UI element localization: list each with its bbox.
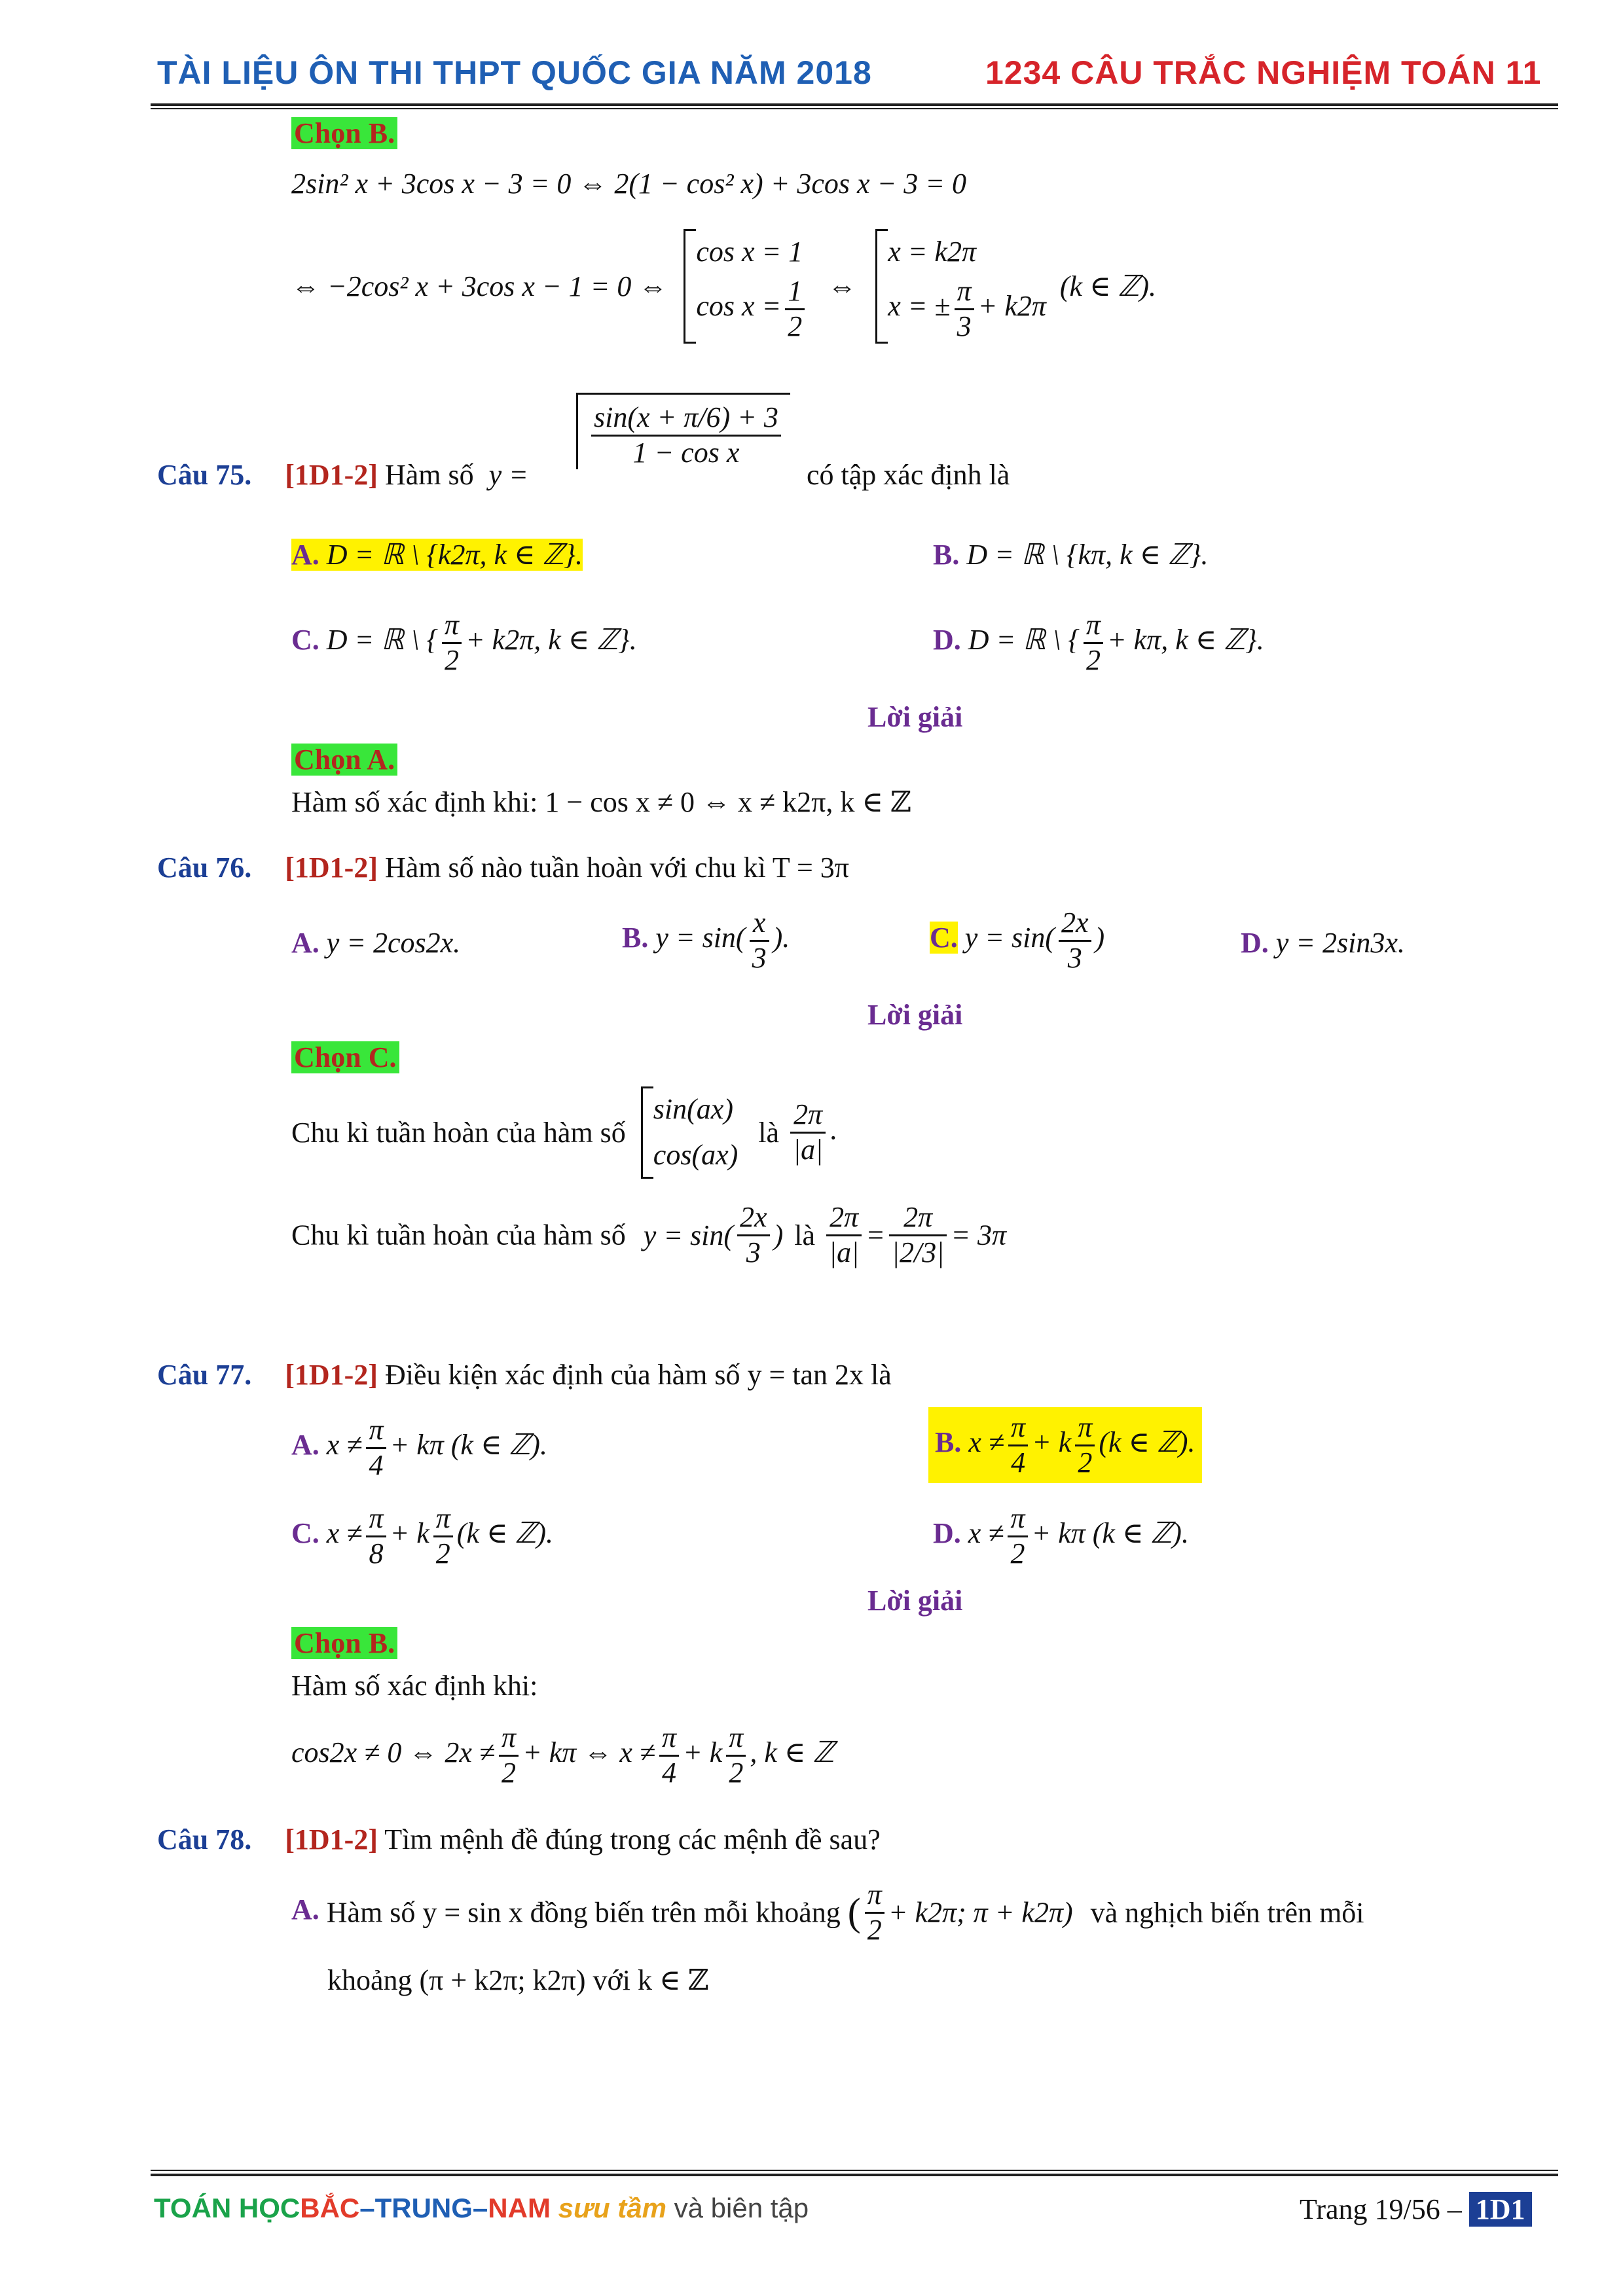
chon-c-76: Chọn C. bbox=[291, 1041, 399, 1074]
chon-b-74: Chọn B. bbox=[291, 117, 397, 150]
q75-option-c[interactable]: C. D = ℝ \ { $\frac{\pi}{2}$ + k2π, k ∈ ℤ}. bbox=[291, 609, 637, 676]
header-left-title: TÀI LIỆU ÔN THI THPT QUỐC GIA NĂM 2018 bbox=[157, 54, 872, 91]
q76-option-d[interactable]: D. y = 2sin3x. bbox=[1241, 927, 1405, 959]
q76-option-c[interactable]: C. y = sin( $\frac{2x}{3}$ ) bbox=[930, 906, 1105, 974]
q77-loigiai: Lời giải bbox=[867, 1585, 963, 1617]
q76-solution-2: Chu kì tuần hoàn của hàm số y = sin( $\frac{2x}{3}$ ) là $\frac{2\pi}{|a|}$ = $\frac{2\pi}{|2/3|}$ = 3π bbox=[291, 1201, 1007, 1268]
footer-rule bbox=[151, 2174, 1558, 2176]
q76-solution-1: Chu kì tuần hoàn của hàm số sin(ax) cos(ax) là $\frac{2\pi}{|a|}$ . bbox=[291, 1086, 837, 1185]
chapter-code: 1D1 bbox=[1469, 2192, 1532, 2227]
q75-option-b[interactable]: B. D = ℝ \ {kπ, k ∈ ℤ}. bbox=[933, 539, 1209, 571]
q75-option-d[interactable]: D. D = ℝ \ { $\frac{\pi}{2}$ + kπ, k ∈ ℤ}. bbox=[933, 609, 1264, 676]
case-bracket-2: x = k2π x = ± $\frac{\pi}{3}$ + k2π bbox=[875, 229, 1046, 344]
question-77: Câu 77. [1D1-2] Điều kiện xác định của hàm số y = tan 2x là bbox=[157, 1359, 892, 1391]
q75-loigiai: Lời giải bbox=[867, 701, 963, 733]
header-rule bbox=[151, 103, 1558, 106]
q78-option-a-line1[interactable]: A. Hàm số y = sin x đồng biến trên mỗi khoảng ( $\frac{\pi}{2}$ + k2π; π + k2π) và nghịch biến trên mỗi bbox=[291, 1878, 1364, 1946]
q76-option-b[interactable]: B. y = sin( $\frac{x}{3}$ ). bbox=[622, 906, 790, 974]
chon-b-77: Chọn B. bbox=[291, 1626, 397, 1660]
footer-brand: TOÁN HỌCBẮC–TRUNG–NAM sưu tầm và biên tập bbox=[154, 2193, 809, 2223]
q75-solution: Hàm số xác định khi: 1 − cos x ≠ 0 ⇔ x ≠ k2π, k ∈ ℤ bbox=[291, 786, 912, 818]
header-rule-thin bbox=[151, 108, 1558, 109]
sol74-line1: 2sin² x + 3cos x − 3 = 0 ⇔ 2(1 − cos² x) + 3cos x − 3 = 0 bbox=[291, 168, 966, 200]
q77-option-d[interactable]: D. x ≠ $\frac{\pi}{2}$ + kπ (k ∈ ℤ). bbox=[933, 1502, 1189, 1570]
header-right-title: 1234 CÂU TRẮC NGHIỆM TOÁN 11 bbox=[985, 54, 1542, 91]
q75-option-a[interactable]: A. D = ℝ \ {k2π, k ∈ ℤ}. bbox=[291, 539, 583, 571]
q77-option-c[interactable]: C. x ≠ $\frac{\pi}{8}$ + k $\frac{\pi}{2}$ (k ∈ ℤ). bbox=[291, 1502, 553, 1570]
q77-option-b[interactable]: B. x ≠ $\frac{\pi}{4}$ + k $\frac{\pi}{2}$ (k ∈ ℤ). bbox=[928, 1407, 1202, 1483]
q76-option-a[interactable]: A. y = 2cos2x. bbox=[291, 927, 461, 959]
question-76: Câu 76. [1D1-2] Hàm số nào tuần hoàn với chu kì T = 3π bbox=[157, 852, 850, 884]
question-75: Câu 75. [1D1-2] Hàm số y = bbox=[157, 459, 528, 491]
footer-rule-thin bbox=[151, 2170, 1558, 2171]
q75-text-post: có tập xác định là bbox=[807, 459, 1010, 491]
q78-option-a-line2: khoảng (π + k2π; k2π) với k ∈ ℤ bbox=[327, 1964, 709, 1996]
case-bracket-1: cos x = 1 cos x = $\frac{1}{2}$ bbox=[684, 229, 809, 344]
chon-a-75: Chọn A. bbox=[291, 743, 397, 776]
q77-option-a[interactable]: A. x ≠ $\frac{\pi}{4}$ + kπ (k ∈ ℤ). bbox=[291, 1414, 547, 1481]
footer-page: Trang 19/56 – 1D1 bbox=[1300, 2193, 1532, 2226]
question-78: Câu 78. [1D1-2] Tìm mệnh đề đúng trong các mệnh đề sau? bbox=[157, 1823, 881, 1856]
q77-solution-1: Hàm số xác định khi: bbox=[291, 1670, 538, 1702]
sol74-line2: ⇔ −2cos² x + 3cos x − 1 = 0 ⇔ cos x = 1 cos x = $\frac{1}{2}$ ⇔ x = k2π x = ± $\frac{\pi}{3}$ + k2π (k ∈ ℤ). bbox=[291, 229, 1156, 360]
sqrt-expression: $\frac{\sin(x + \pi/6) + 3}{\text{1 − cos x}}$ bbox=[576, 393, 790, 469]
q76-loigiai: Lời giải bbox=[867, 999, 963, 1031]
q77-solution-2: cos2x ≠ 0 ⇔ 2x ≠ $\frac{\pi}{2}$ + kπ ⇔ x ≠ $\frac{\pi}{4}$ + k $\frac{\pi}{2}$ , k ∈ ℤ bbox=[291, 1721, 835, 1789]
